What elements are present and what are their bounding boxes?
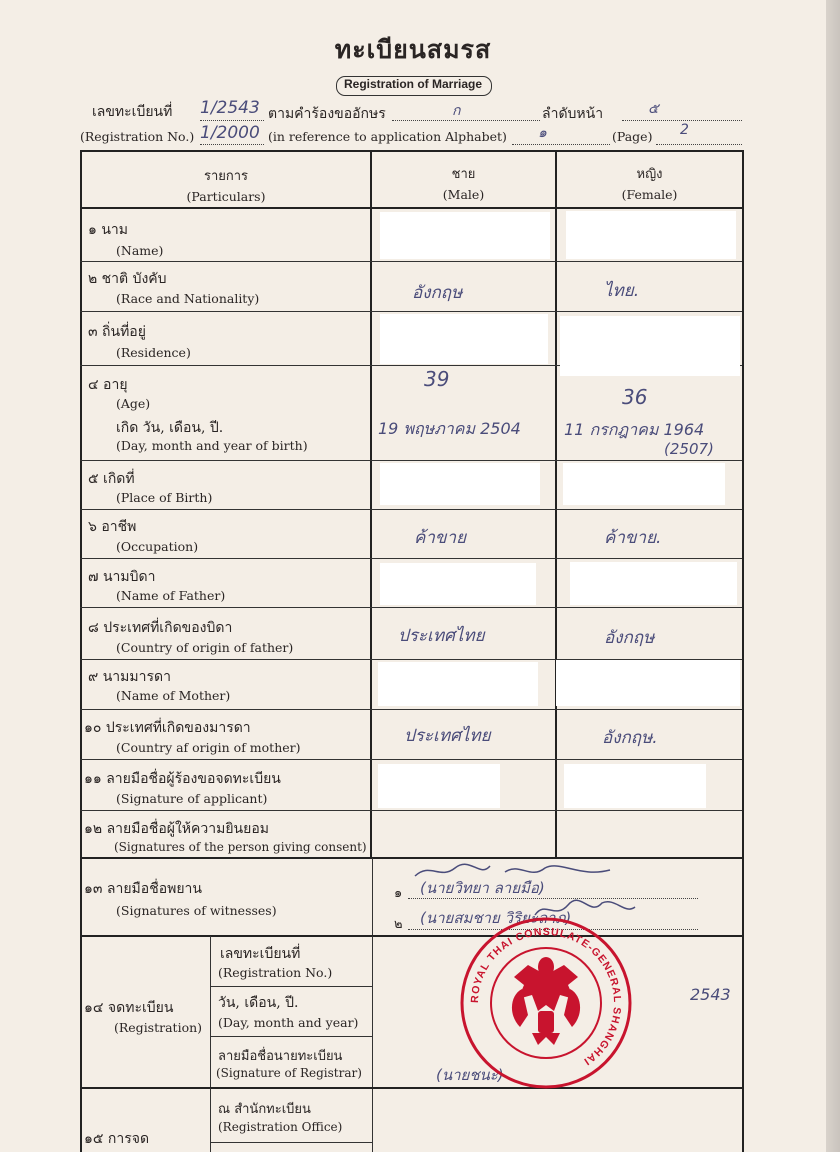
- registrar-signature-label-thai: ลายมือชื่อนายทะเบียน: [218, 1049, 343, 1064]
- registrar-name-value: (นายชนะ): [436, 1066, 504, 1084]
- row-11-label-english: (Signature of applicant): [116, 791, 268, 806]
- header-particulars-thai: รายการ: [203, 169, 249, 184]
- garuda-emblem: [512, 957, 580, 1045]
- header-male-english: (Male): [442, 187, 485, 202]
- ref-label-english: (in reference to application Alphabet): [268, 129, 507, 144]
- row-5-male-redacted: [380, 463, 540, 505]
- row-9-label-thai: ๙ นามมารดา: [88, 669, 171, 685]
- document-title-thai: ทะเบียนสมรส: [334, 35, 492, 64]
- row-4-label-thai: ๔ อายุ: [88, 377, 128, 393]
- row-6-male-value: ค้าขาย: [414, 528, 467, 548]
- row-7-label-thai: ๗ นามบิดา: [88, 569, 156, 585]
- witness-label-english: (Signatures of witnesses): [116, 903, 277, 918]
- row-10-female-value: อังกฤษ.: [602, 728, 658, 748]
- row-15-label-thai: ๑๕ การจด: [84, 1131, 150, 1147]
- row-4-birth-label-thai: เกิด วัน, เดือน, ปี.: [116, 420, 224, 436]
- page-edge: [826, 0, 840, 1152]
- header-particulars-english: (Particulars): [186, 189, 266, 204]
- row-9-label-english: (Name of Mother): [116, 688, 231, 703]
- registration-date-label-english: (Day, month and year): [218, 1015, 359, 1030]
- page-label-thai: ลำดับหน้า: [542, 106, 604, 122]
- header-female-thai: หญิง: [636, 167, 663, 182]
- row-4-male-birth-date: 19 พฤษภาคม 2504: [378, 419, 521, 438]
- witness-2-name: (นายสมชาย วิริยะลาภ): [420, 909, 572, 927]
- row-3-label-english: (Residence): [116, 345, 191, 360]
- row-7-male-redacted: [380, 563, 536, 605]
- row-4-female-birth-date: 11 กรกฎาคม 1964: [564, 420, 705, 439]
- witness-signature-scribble: [410, 858, 650, 888]
- row-3-female-redacted: [560, 316, 740, 376]
- row-11-male-redacted: [378, 764, 500, 808]
- row-9-female-redacted: [556, 660, 740, 706]
- registration-office-label-thai: ณ สำนักทะเบียน: [218, 1102, 311, 1117]
- registration-no-label-english: (Registration No.): [218, 965, 333, 980]
- row-8-male-value: ประเทศไทย: [398, 626, 485, 646]
- reg-no-value-english: 1/2000: [200, 123, 260, 143]
- row-4-age-english: (Age): [116, 396, 151, 411]
- row-2-male-value: อังกฤษ: [412, 283, 463, 303]
- ref-label-thai: ตามคำร้องขออักษร: [268, 106, 386, 122]
- registration-label-thai: ๑๔ จดทะเบียน: [84, 1000, 174, 1016]
- row-7-female-redacted: [570, 562, 737, 605]
- alpha-value-thai: ก: [452, 103, 461, 119]
- document-title-english: Registration of Marriage: [343, 77, 483, 91]
- row-11-label-thai: ๑๑ ลายมือชื่อผู้ร้องขอจดทะเบียน: [84, 771, 281, 787]
- registration-no-label-thai: เลขทะเบียนที่: [220, 946, 301, 962]
- row-5-female-redacted: [563, 463, 725, 505]
- row-5-label-thai: ๕ เกิดที่: [88, 471, 135, 487]
- registration-date-label-thai: วัน, เดือน, ปี.: [218, 995, 299, 1011]
- row-11-female-redacted: [564, 764, 706, 808]
- header-female-english: (Female): [621, 187, 678, 202]
- row-10-label-english: (Country af origin of mother): [116, 740, 301, 755]
- row-8-label-english: (Country of origin of father): [116, 640, 294, 655]
- row-4-birth-label-english: (Day, month and year of birth): [116, 438, 308, 453]
- alpha-value-english: ๑: [538, 125, 547, 141]
- registrar-signature-label-english: (Signature of Registrar): [216, 1066, 362, 1080]
- witness-1-name: (นายวิทยา ลายมือ): [420, 879, 545, 897]
- row-4-female-age: 36: [622, 385, 648, 409]
- row-8-female-value: อังกฤษ: [604, 628, 655, 648]
- row-6-label-thai: ๖ อาชีพ: [88, 519, 137, 535]
- row-12-label-thai: ๑๒ ลายมือชื่อผู้ให้ความยินยอม: [84, 821, 269, 837]
- row-3-label-thai: ๓ ถิ่นที่อยู่: [88, 324, 146, 340]
- page-value-thai: ๕: [648, 101, 659, 117]
- row-1-female-redacted: [566, 211, 736, 259]
- row-2-label-thai: ๒ ชาติ บังคับ: [88, 271, 167, 287]
- page-label-english: (Page): [612, 129, 653, 144]
- witness-label-thai: ๑๓ ลายมือชื่อพยาน: [84, 881, 202, 897]
- row-10-label-thai: ๑๐ ประเทศที่เกิดของมารดา: [84, 720, 251, 736]
- seal-outer-text: ROYAL THAI CONSULATE-GENERAL SHANGHAI: [468, 925, 624, 1068]
- row-8-label-thai: ๘ ประเทศที่เกิดของบิดา: [88, 620, 233, 636]
- witness-2-number: ๒: [394, 917, 403, 932]
- row-6-female-value: ค้าขาย.: [604, 528, 662, 548]
- row-6-label-english: (Occupation): [116, 539, 199, 554]
- witness-1-number: ๑: [394, 886, 403, 901]
- row-1-label-english: (Name): [116, 243, 164, 258]
- reg-no-label-thai: เลขทะเบียนที่: [92, 104, 173, 120]
- registration-no-value: 2543: [690, 985, 731, 1004]
- page-value-english: 2: [680, 122, 689, 138]
- row-4-male-age: 39: [424, 367, 450, 391]
- row-7-label-english: (Name of Father): [116, 588, 226, 603]
- row-12-label-english: (Signatures of the person giving consent): [114, 840, 367, 854]
- row-4-female-birth-note: (2507): [664, 440, 714, 458]
- row-2-female-value: ไทย.: [604, 281, 640, 301]
- row-2-label-english: (Race and Nationality): [116, 291, 260, 306]
- row-1-label-thai: ๑ นาม: [88, 222, 128, 238]
- row-9-male-redacted: [378, 662, 538, 706]
- row-3-male-redacted: [380, 314, 548, 364]
- registration-label-english: (Registration): [114, 1020, 203, 1035]
- reg-no-label-english: (Registration No.): [80, 129, 195, 144]
- header-male-thai: ชาย: [451, 167, 476, 182]
- row-10-male-value: ประเทศไทย: [404, 726, 491, 746]
- row-1-male-redacted: [380, 212, 550, 259]
- row-5-label-english: (Place of Birth): [116, 490, 213, 505]
- reg-no-value-thai: 1/2543: [200, 98, 260, 118]
- consulate-seal: [458, 915, 634, 1091]
- registration-office-label-english: (Registration Office): [218, 1120, 343, 1134]
